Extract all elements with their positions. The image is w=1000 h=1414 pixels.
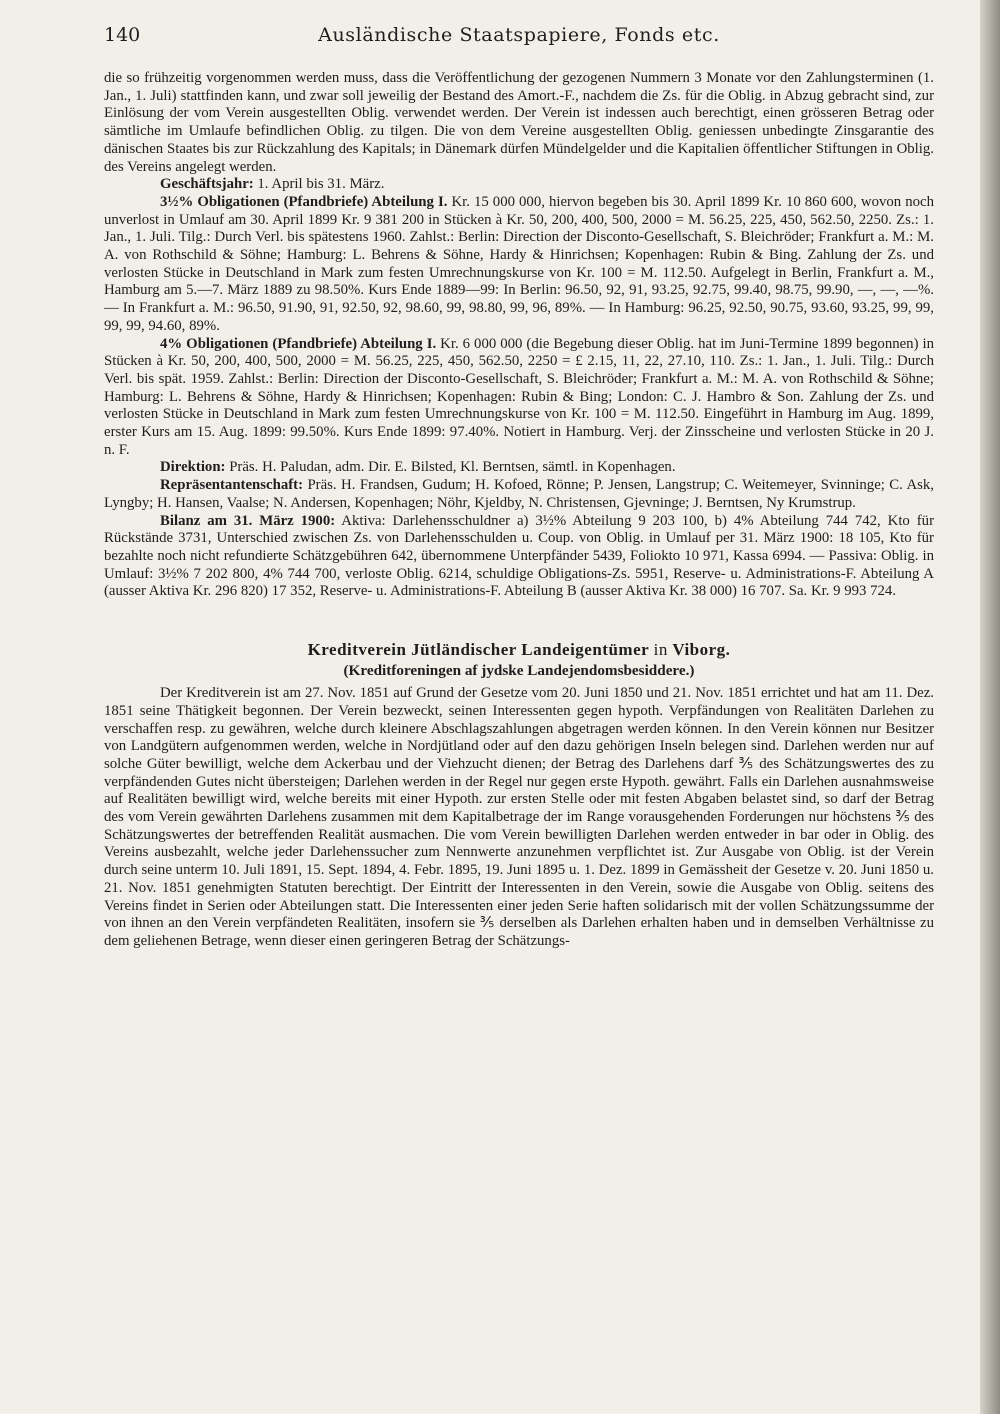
text-geschaeftsjahr: 1. April bis 31. März. xyxy=(257,176,385,193)
paragraph-obligationen-4 xyxy=(104,336,934,460)
section-subtitle: (Kreditforeningen af jydske Landejendomsbesiddere.) xyxy=(343,662,695,680)
text-direktion: Präs. H. Paludan, adm. Dir. E. Bilsted, Kl. Berntsen, sämtl. in Kopenhagen. xyxy=(229,459,676,476)
label-bilanz: Bilanz am 31. März 1900: xyxy=(160,512,336,529)
label-repraesentantenschaft: Repräsentantenschaft: xyxy=(160,477,304,494)
label-obligationen-3-5: 3½% Obligationen (Pfandbriefe) Abteilung I. xyxy=(160,193,448,210)
text-bilanz: Aktiva: Darlehensschuldner a) 3½% Abteilung 9 203 100, b) 4% Abteilung 744 742, Kto für Rückstände 3731, Unterschied zwischen Zs. von Darlehensschulden u. Coup. von Oblig. in Umlauf per 31. März 1900: 18 105, Kto für bezahlte noch nicht refundierte Schätzgebühren 642, übernommene Unterpfänder 5439, Foliokto 10 971, Kassa 6994. — Passiva: Oblig. in Umlauf: 3½% 7 202 800, 4% 744 700, verloste Oblig. 6214, schuldige Obligations-Zs. 5951, Reserve- u. Administrations-F. Abteilung A (ausser Aktiva Kr. 296 820) 17 352, Reserve- u. Administrations-F. Abteilung B (ausser Aktiva Kr. 38 000) 16 707. Sa. Kr. 9 993 724. xyxy=(104,512,934,600)
paragraph-bilanz xyxy=(104,513,934,602)
section-title-name: Kreditverein Jütländischer Landeigentümer xyxy=(307,640,649,660)
running-header xyxy=(104,24,934,52)
label-geschaeftsjahr: Geschäftsjahr: xyxy=(160,176,254,193)
text-obligationen-4: Kr. 6 000 000 (die Begebung dieser Oblig. hat im Juni-Termine 1899 begonnen) in Stücken à Kr. 50, 200, 400, 500, 2000 = M. 56.25, 225, 450, 562.50, 2250 = £ 2.15, 11, 22, 27.10, 110. Zs.: 1. Jan., 1. Juli. Tilg.: Durch Verl. bis spät. 1959. Zahlst.: Berlin: Direction der Disconto-Gesellschaft, S. Bleichröder; Frankfurt a. M.: M. A. von Rothschild & Söhne; Hamburg: L. Behrens & Söhne, Hardy & Hinrichsen; Kopenhagen: Rubin & Bing; London: C. J. Hambro & Son. Zahlung der Zs. und verlosten Stücke in Deutschland in Mark zum festen Umrechnungskurse von Kr. 100 = M. 112.50. Eingeführt in Hamburg im Aug. 1899, erster Kurs am 15. Aug. 1899: 99.50%. Kurs Ende 1899: 97.40%. Notiert in Hamburg. Verj. der Zinsscheine und verlosten Stücke in 20 J. n. F. xyxy=(104,335,935,458)
section-title-in: in xyxy=(653,640,668,660)
paragraph-repraesentantenschaft xyxy=(104,477,934,512)
section-body-paragraph: Der Kreditverein ist am 27. Nov. 1851 auf Grund der Gesetze vom 20. Juni 1850 und 21. Nov. 1851 errichtet und hat am 11. Dez. 1851 seine Thätigkeit begonnen. Der Verein bezweckt, seinen Interessenten gegen hypoth. Verpfändungen von Realitäten Darlehen zu verschaffen resp. zu gewähren, welche durch kleinere Abschlagszahlungen abgetragen werden können. In den Verein können nur Besitzer von Landgütern aufgenommen werden, welche in Nordjütland oder auf den dazu gehörigen Inseln belegen sind. Darlehen werden nur auf solche Güter bewilligt, welche dem Ackerbau und der Viehzucht dienen; der Betrag des Darlehens darf ⅗ des Schätzungswertes des zu verpfändenden Gutes nicht übersteigen; Darlehen werden in der Regel nur gegen erste Hypoth. gewährt. Falls ein Darlehen ausnahmsweise auf Realitäten bewilligt wird, welche bereits mit einer Hypoth. zur ersten Stelle oder mit festen Abgaben belastet sind, so darf der Betrag des vom Verein gewährten Darlehens zusammen mit dem Kapitalbetrage der im Range vorausgehenden Forderungen nur höchstens ⅗ des Schätzungswertes der betreffenden Realität ausmachen. Die vom Verein bewilligten Darlehen werden entweder in bar oder in Oblig. des Vereins ausbezahlt, welche jeder Darlehenssucher zum Nennwerte anzunehmen verpflichtet ist. Zur Ausgabe von Oblig. ist der Verein durch seine unterm 10. Juli 1891, 15. Sept. 1894, 4. Febr. 1895, 19. Juni 1895 u. 1. Dez. 1899 in Gemässheit der Gesetze v. 20. Juni 1850 u. 21. Nov. 1851 genehmigten Statuten berechtigt. Der Eintritt der Interessenten in den Verein, sowie die Ausgabe von Oblig. seitens des Vereins findet in Serien oder Abteilungen statt. Die Interessenten einer jeden Serie haften solidarisch mit der vollen Schätzungssumme der von ihnen an den Verein verpfändeten Realitäten, insofern sie ⅗ derselben als Darlehen erhalten haben und in demselben Verhältnisse zu dem geliehenen Betrage, wenn dieser einen geringeren Betrag der Schätzungs- xyxy=(104,685,934,949)
page-body xyxy=(104,70,934,951)
section-title xyxy=(104,639,934,661)
continued-paragraph: die so frühzeitig vorgenommen werden muss, dass die Veröffentlichung der gezogenen Nummern 3 Monate vor den Zahlungsterminen (1. Jan., 1. Juli) stattfinden kann, und zwar soll jeweilig der Bestand des Amort.-F., nachdem die Zs. für die Oblig. in Abzug gebracht sind, zur Einlösung der vom Verein ausgestellten Oblig. verwendet werden. Der Verein ist indessen auch berechtigt, einen grösseren Betrag oder sämtliche im Umlaufe befindlichen Oblig. zu tilgen. Die von dem Vereine ausgestellten Oblig. geniessen unbedingte Zinsgarantie des dänischen Staates bis zur Rückzahlung des Kapitals; in Dänemark dürfen Mündelgelder und die Kapitalien öffentlicher Stiftungen in Oblig. des Vereins angelegt werden. xyxy=(104,70,934,175)
paragraph-obligationen-3-5 xyxy=(104,194,934,336)
paragraph-direktion xyxy=(104,459,934,477)
text-repraesentantenschaft: Präs. H. Frandsen, Gudum; H. Kofoed, Rönne; P. Jensen, Langstrup; C. Weitemeyer, Svinninge; C. Ask, Lyngby; H. Hansen, Vaalse; N. Andersen, Kopenhagen; Nöhr, Kjeldby, N. Christensen, Gjevninge; J. Berntsen, Ny Krumstrup. xyxy=(104,477,934,511)
text-obligationen-3-5: Kr. 15 000 000, hiervon begeben bis 30. April 1899 Kr. 10 860 600, wovon noch unverlost in Umlauf am 30. April 1899 Kr. 9 381 200 in Stücken à Kr. 50, 200, 400, 500, 2000 = M. 56.25, 225, 450, 562.50, 2250. Zs.: 1. Jan., 1. Juli. Tilg.: Durch Verl. bis spätestens 1960. Zahlst.: Berlin: Direction der Disconto-Gesellschaft, S. Bleichröder; Frankfurt a. M.: M. A. von Rothschild & Söhne; Hamburg: L. Behrens & Söhne, Hardy & Hinrichsen; Kopenhagen: Rubin & Bing. Zahlung der Zs. und verlosten Stücke in Deutschland in Mark zum festen Umrechnungskurse von Kr. 100 = M. 112.50. Aufgelegt in Berlin, Frankfurt a. M., Hamburg am 5.—7. März 1889 zu 98.50%. Kurs Ende 1889—99: In Berlin: 96.50, 92, 91, 93.25, 92.75, 99.40, 98.75, 99.90, —, —, —%. — In Frankfurt a. M.: 96.50, 91.90, 91, 92.50, 92, 98.60, 99, 98.80, 99, 96, 89%. — In Hamburg: 96.25, 92.50, 90.75, 93.60, 93.25, 99, 99, 99, 99, 94.60, 89%. xyxy=(104,193,934,334)
running-title: Ausländische Staatspapiere, Fonds etc. xyxy=(318,24,720,46)
label-obligationen-4: 4% Obligationen (Pfandbriefe) Abteilung I. xyxy=(160,335,437,352)
page-number: 140 xyxy=(104,24,141,46)
page-edge-shadow xyxy=(980,0,1000,1414)
section-title-place: Viborg. xyxy=(672,640,731,660)
paragraph-geschaeftsjahr xyxy=(104,176,934,194)
label-direktion: Direktion: xyxy=(160,459,226,476)
